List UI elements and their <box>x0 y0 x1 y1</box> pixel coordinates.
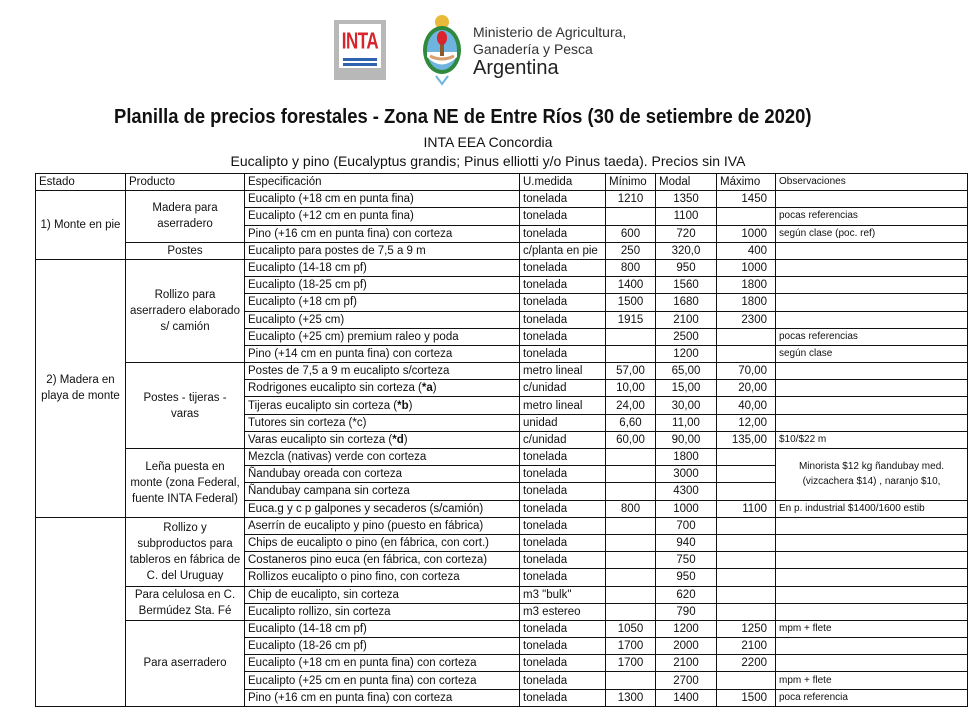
spec-text: Rollizos eucalipto o pino fino, con corteza <box>248 571 460 584</box>
cell-minimo: 6,60 <box>606 414 656 431</box>
spec-text: Costaneros pino euca (en fábrica, con corteza) <box>248 554 488 567</box>
cell-especificacion <box>245 242 520 259</box>
cell-especificacion <box>245 259 520 276</box>
cell-especificacion <box>245 638 520 655</box>
cell-umedida: tonelada <box>520 277 606 294</box>
cell-observaciones: según clase <box>776 345 968 362</box>
spec-text: Mezcla (nativas) verde con corteza <box>248 451 427 464</box>
cell-maximo: 1500 <box>717 689 776 706</box>
cell-observaciones: poca referencia <box>776 689 968 706</box>
cell-umedida: tonelada <box>520 208 606 225</box>
cell-modal: 790 <box>656 603 717 620</box>
cell-maximo <box>717 517 776 534</box>
cell-maximo <box>717 328 776 345</box>
cell-producto: Postes <box>126 242 245 259</box>
cell-modal: 1400 <box>656 689 717 706</box>
cell-observaciones: $10/$22 m <box>776 431 968 448</box>
cell-modal: 320,0 <box>656 242 717 259</box>
cell-maximo: 400 <box>717 242 776 259</box>
cell-observaciones: pocas referencias <box>776 208 968 225</box>
spec-text: Eucalipto (+12 cm en punta fina) <box>248 210 414 223</box>
cell-producto: Leña puesta en monte (zona Federal, fuente INTA Federal) <box>126 449 245 518</box>
cell-producto: Rollizo para aserradero elaborado s/ camión <box>126 259 245 362</box>
cell-modal: 1800 <box>656 449 717 466</box>
table-row <box>36 449 968 466</box>
cell-especificacion <box>245 620 520 637</box>
cell-maximo: 1450 <box>717 191 776 208</box>
spec-text: Pino (+16 cm en punta fina) con corteza <box>248 227 453 240</box>
page-subtitle-2: Eucalipto y pino (Eucalyptus grandis; Pinus elliotti y/o Pinus taeda). Precios sin IVA <box>230 153 746 169</box>
cell-umedida: tonelada <box>520 449 606 466</box>
cell-umedida: c/unidad <box>520 431 606 448</box>
cell-maximo: 135,00 <box>717 431 776 448</box>
cell-minimo: 1915 <box>606 311 656 328</box>
cell-especificacion <box>245 603 520 620</box>
cell-umedida: tonelada <box>520 466 606 483</box>
cell-minimo: 1210 <box>606 191 656 208</box>
cell-producto: Para aserradero <box>126 620 245 706</box>
cell-observaciones <box>776 294 968 311</box>
cell-modal: 1200 <box>656 620 717 637</box>
cell-observaciones: En p. industrial $1400/1600 estib <box>776 500 968 517</box>
cell-maximo: 1000 <box>717 225 776 242</box>
spec-text-end: ) <box>403 433 408 446</box>
cell-umedida: m3 "bulk" <box>520 586 606 603</box>
cell-modal: 30,00 <box>656 397 717 414</box>
table-row <box>36 242 968 259</box>
cell-especificacion <box>245 345 520 362</box>
cell-minimo <box>606 603 656 620</box>
cell-especificacion <box>245 552 520 569</box>
cell-especificacion <box>245 328 520 345</box>
cell-observaciones <box>776 242 968 259</box>
cell-minimo <box>606 449 656 466</box>
cell-observaciones: Minorista $12 kg ñandubay med. (vizcachera $14) , naranjo $10, <box>776 449 968 501</box>
cell-modal: 620 <box>656 586 717 603</box>
cell-umedida: tonelada <box>520 328 606 345</box>
cell-minimo: 1050 <box>606 620 656 637</box>
cell-modal: 1100 <box>656 208 717 225</box>
cell-modal: 720 <box>656 225 717 242</box>
header-logos <box>0 0 976 100</box>
spec-text: Pino (+14 cm en punta fina) con corteza <box>248 347 453 360</box>
cell-modal: 1680 <box>656 294 717 311</box>
cell-especificacion <box>245 431 520 448</box>
cell-especificacion <box>245 483 520 500</box>
cell-umedida: m3 estereo <box>520 603 606 620</box>
cell-minimo: 10,00 <box>606 380 656 397</box>
cell-umedida: tonelada <box>520 534 606 551</box>
cell-minimo: 57,00 <box>606 363 656 380</box>
cell-especificacion <box>245 277 520 294</box>
cell-especificacion <box>245 208 520 225</box>
spec-text: Eucalipto rollizo, sin corteza <box>248 605 391 618</box>
cell-observaciones <box>776 569 968 586</box>
cell-minimo: 1700 <box>606 655 656 672</box>
cell-maximo <box>717 603 776 620</box>
cell-modal: 950 <box>656 569 717 586</box>
spec-text: Varas eucalipto sin corteza ( <box>248 433 393 446</box>
cell-maximo: 2300 <box>717 311 776 328</box>
cell-modal: 1350 <box>656 191 717 208</box>
spec-text: Tutores sin corteza (*c) <box>248 416 367 429</box>
cell-minimo: 1400 <box>606 277 656 294</box>
cell-observaciones <box>776 586 968 603</box>
cell-modal: 2100 <box>656 655 717 672</box>
spec-text: Eucalipto (+25 cm en punta fina) con corteza <box>248 674 477 687</box>
cell-observaciones <box>776 552 968 569</box>
column-header-modal: Modal <box>656 174 717 191</box>
cell-observaciones <box>776 311 968 328</box>
spec-text: Ñandubay campana sin corteza <box>248 485 410 498</box>
cell-especificacion <box>245 586 520 603</box>
spec-text: Eucalipto para postes de 7,5 a 9 m <box>248 244 426 257</box>
cell-observaciones <box>776 277 968 294</box>
cell-minimo: 800 <box>606 500 656 517</box>
cell-modal: 3000 <box>656 466 717 483</box>
table-row <box>36 586 968 603</box>
cell-especificacion <box>245 311 520 328</box>
cell-maximo: 1100 <box>717 500 776 517</box>
cell-producto: Para celulosa en C. Bermúdez Sta. Fé <box>126 586 245 620</box>
cell-especificacion <box>245 397 520 414</box>
cell-especificacion <box>245 414 520 431</box>
ministerio-line-1: Ministerio de Agricultura, <box>473 24 627 40</box>
cell-maximo: 70,00 <box>717 363 776 380</box>
cell-maximo: 12,00 <box>717 414 776 431</box>
cell-modal: 700 <box>656 517 717 534</box>
cell-umedida: tonelada <box>520 311 606 328</box>
column-header-maximo: Máximo <box>717 174 776 191</box>
cell-minimo: 60,00 <box>606 431 656 448</box>
spec-text: Rodrigones eucalipto sin corteza ( <box>248 382 422 395</box>
cell-observaciones <box>776 638 968 655</box>
inta-logo-text: INTA <box>341 28 379 54</box>
cell-umedida: tonelada <box>520 225 606 242</box>
cell-umedida: tonelada <box>520 259 606 276</box>
cell-observaciones: mpm + flete <box>776 620 968 637</box>
spec-text-end: ) <box>408 399 413 412</box>
cell-producto: Rollizo y subproductos para tableros en fábrica de C. del Uruguay <box>126 517 245 586</box>
spec-text: Eucalipto (+25 cm) premium raleo y poda <box>248 330 459 343</box>
cell-minimo <box>606 328 656 345</box>
column-header-minimo: Mínimo <box>606 174 656 191</box>
cell-especificacion <box>245 517 520 534</box>
cell-maximo <box>717 534 776 551</box>
table-row <box>36 517 968 534</box>
cell-umedida: tonelada <box>520 655 606 672</box>
cell-especificacion <box>245 689 520 706</box>
cell-modal: 1000 <box>656 500 717 517</box>
cell-minimo <box>606 569 656 586</box>
cell-observaciones <box>776 259 968 276</box>
spec-text: Aserrín de eucalipto y pino (puesto en fábrica) <box>248 519 484 532</box>
table-row <box>36 620 968 637</box>
cell-minimo: 1500 <box>606 294 656 311</box>
spec-text: Tijeras eucalipto sin corteza ( <box>248 399 398 412</box>
cell-umedida: tonelada <box>520 191 606 208</box>
cell-modal: 2700 <box>656 672 717 689</box>
argentina-coat-of-arms-icon <box>420 12 464 88</box>
table-row <box>36 363 968 380</box>
cell-modal: 2000 <box>656 638 717 655</box>
cell-umedida: tonelada <box>520 552 606 569</box>
table-row <box>36 259 968 276</box>
cell-minimo <box>606 345 656 362</box>
cell-minimo <box>606 517 656 534</box>
cell-umedida: metro lineal <box>520 363 606 380</box>
cell-maximo: 2100 <box>717 638 776 655</box>
cell-umedida: tonelada <box>520 620 606 637</box>
spec-text: Ñandubay oreada con corteza <box>248 468 403 481</box>
cell-especificacion <box>245 294 520 311</box>
cell-umedida: tonelada <box>520 638 606 655</box>
cell-umedida: metro lineal <box>520 397 606 414</box>
cell-especificacion <box>245 569 520 586</box>
spec-footnote-ref: *d <box>392 433 404 446</box>
cell-maximo <box>717 208 776 225</box>
cell-minimo <box>606 586 656 603</box>
cell-observaciones <box>776 603 968 620</box>
cell-especificacion <box>245 655 520 672</box>
cell-modal: 11,00 <box>656 414 717 431</box>
cell-umedida: tonelada <box>520 294 606 311</box>
cell-maximo: 1800 <box>717 277 776 294</box>
cell-umedida: tonelada <box>520 569 606 586</box>
cell-minimo: 800 <box>606 259 656 276</box>
table-row <box>36 191 968 208</box>
cell-umedida: tonelada <box>520 345 606 362</box>
spec-text: Eucalipto (+18 cm en punta fina) con corteza <box>248 657 477 670</box>
spec-text: Pino (+16 cm en punta fina) con corteza <box>248 691 453 704</box>
cell-observaciones <box>776 363 968 380</box>
cell-maximo <box>717 569 776 586</box>
ministerio-block <box>473 24 626 77</box>
cell-maximo: 1000 <box>717 259 776 276</box>
column-header-especificacion: Especificación <box>245 174 520 191</box>
spec-footnote-ref: *a <box>421 382 433 395</box>
cell-observaciones <box>776 534 968 551</box>
cell-umedida: tonelada <box>520 517 606 534</box>
column-header-producto: Producto <box>126 174 245 191</box>
cell-estado <box>36 517 126 706</box>
cell-observaciones: mpm + flete <box>776 672 968 689</box>
cell-modal: 65,00 <box>656 363 717 380</box>
cell-umedida: c/unidad <box>520 380 606 397</box>
cell-especificacion <box>245 225 520 242</box>
cell-maximo <box>717 483 776 500</box>
spec-text: Eucalipto (+25 cm) <box>248 313 345 326</box>
cell-maximo: 1250 <box>717 620 776 637</box>
cell-observaciones <box>776 655 968 672</box>
cell-umedida: tonelada <box>520 689 606 706</box>
cell-modal: 940 <box>656 534 717 551</box>
cell-observaciones: pocas referencias <box>776 328 968 345</box>
cell-minimo <box>606 552 656 569</box>
column-header-observaciones: Observaciones <box>776 174 968 191</box>
cell-modal: 4300 <box>656 483 717 500</box>
cell-minimo: 24,00 <box>606 397 656 414</box>
spec-text: Euca.g y c p galpones y secaderos (s/camión) <box>248 502 484 515</box>
cell-producto: Postes - tijeras - varas <box>126 363 245 449</box>
cell-especificacion <box>245 191 520 208</box>
page-title: Planilla de precios forestales - Zona NE de Entre Ríos (30 de setiembre de 2020) <box>114 106 812 128</box>
cell-umedida: unidad <box>520 414 606 431</box>
cell-modal: 15,00 <box>656 380 717 397</box>
ministerio-country: Argentina <box>473 57 559 79</box>
cell-modal: 1200 <box>656 345 717 362</box>
cell-maximo: 20,00 <box>717 380 776 397</box>
cell-minimo <box>606 208 656 225</box>
cell-maximo <box>717 586 776 603</box>
cell-maximo <box>717 449 776 466</box>
spec-footnote-ref: *b <box>397 399 409 412</box>
cell-umedida: tonelada <box>520 672 606 689</box>
cell-especificacion <box>245 363 520 380</box>
spec-text: Eucalipto (18-25 cm pf) <box>248 279 367 292</box>
cell-observaciones <box>776 191 968 208</box>
cell-observaciones <box>776 517 968 534</box>
ministerio-line-2: Ganadería y Pesca <box>473 41 593 57</box>
spec-text: Eucalipto (14-18 cm pf) <box>248 622 367 635</box>
cell-estado: 1) Monte en pie <box>36 191 126 260</box>
cell-especificacion <box>245 534 520 551</box>
cell-especificacion <box>245 672 520 689</box>
cell-maximo: 40,00 <box>717 397 776 414</box>
spec-text-end: ) <box>432 382 437 395</box>
cell-modal: 90,00 <box>656 431 717 448</box>
cell-minimo <box>606 534 656 551</box>
column-header-umedida: U.medida <box>520 174 606 191</box>
spec-text: Chips de eucalipto o pino (en fábrica, con cort.) <box>248 537 489 550</box>
cell-especificacion <box>245 380 520 397</box>
cell-maximo: 1800 <box>717 294 776 311</box>
cell-minimo: 250 <box>606 242 656 259</box>
spec-text: Eucalipto (18-26 cm pf) <box>248 640 367 653</box>
cell-maximo <box>717 552 776 569</box>
cell-modal: 1560 <box>656 277 717 294</box>
cell-umedida: tonelada <box>520 483 606 500</box>
spec-text: Postes de 7,5 a 9 m eucalipto s/corteza <box>248 365 450 378</box>
cell-minimo <box>606 466 656 483</box>
cell-minimo: 600 <box>606 225 656 242</box>
cell-observaciones <box>776 397 968 414</box>
page-subtitle: INTA EEA Concordia <box>423 134 553 150</box>
cell-maximo <box>717 345 776 362</box>
cell-observaciones: según clase (poc. ref) <box>776 225 968 242</box>
cell-modal: 2500 <box>656 328 717 345</box>
cell-modal: 950 <box>656 259 717 276</box>
cell-maximo: 2200 <box>717 655 776 672</box>
cell-umedida: tonelada <box>520 500 606 517</box>
price-table <box>35 173 968 707</box>
spec-text: Chip de eucalipto, sin corteza <box>248 588 399 601</box>
cell-maximo <box>717 672 776 689</box>
cell-minimo: 1700 <box>606 638 656 655</box>
cell-umedida: c/planta en pie <box>520 242 606 259</box>
cell-observaciones <box>776 380 968 397</box>
table-header-row <box>36 174 968 191</box>
cell-modal: 750 <box>656 552 717 569</box>
cell-minimo <box>606 672 656 689</box>
column-header-estado: Estado <box>36 174 126 191</box>
spec-text: Eucalipto (+18 cm en punta fina) <box>248 193 414 206</box>
spec-text: Eucalipto (+18 cm pf) <box>248 296 357 309</box>
cell-especificacion <box>245 449 520 466</box>
cell-producto: Madera para aserradero <box>126 191 245 243</box>
spec-text: Eucalipto (14-18 cm pf) <box>248 262 367 275</box>
cell-maximo <box>717 466 776 483</box>
cell-minimo: 1300 <box>606 689 656 706</box>
cell-estado: 2) Madera en playa de monte <box>36 259 126 517</box>
cell-observaciones <box>776 414 968 431</box>
inta-logo <box>334 20 386 80</box>
cell-especificacion <box>245 466 520 483</box>
cell-minimo <box>606 483 656 500</box>
cell-especificacion <box>245 500 520 517</box>
cell-modal: 2100 <box>656 311 717 328</box>
